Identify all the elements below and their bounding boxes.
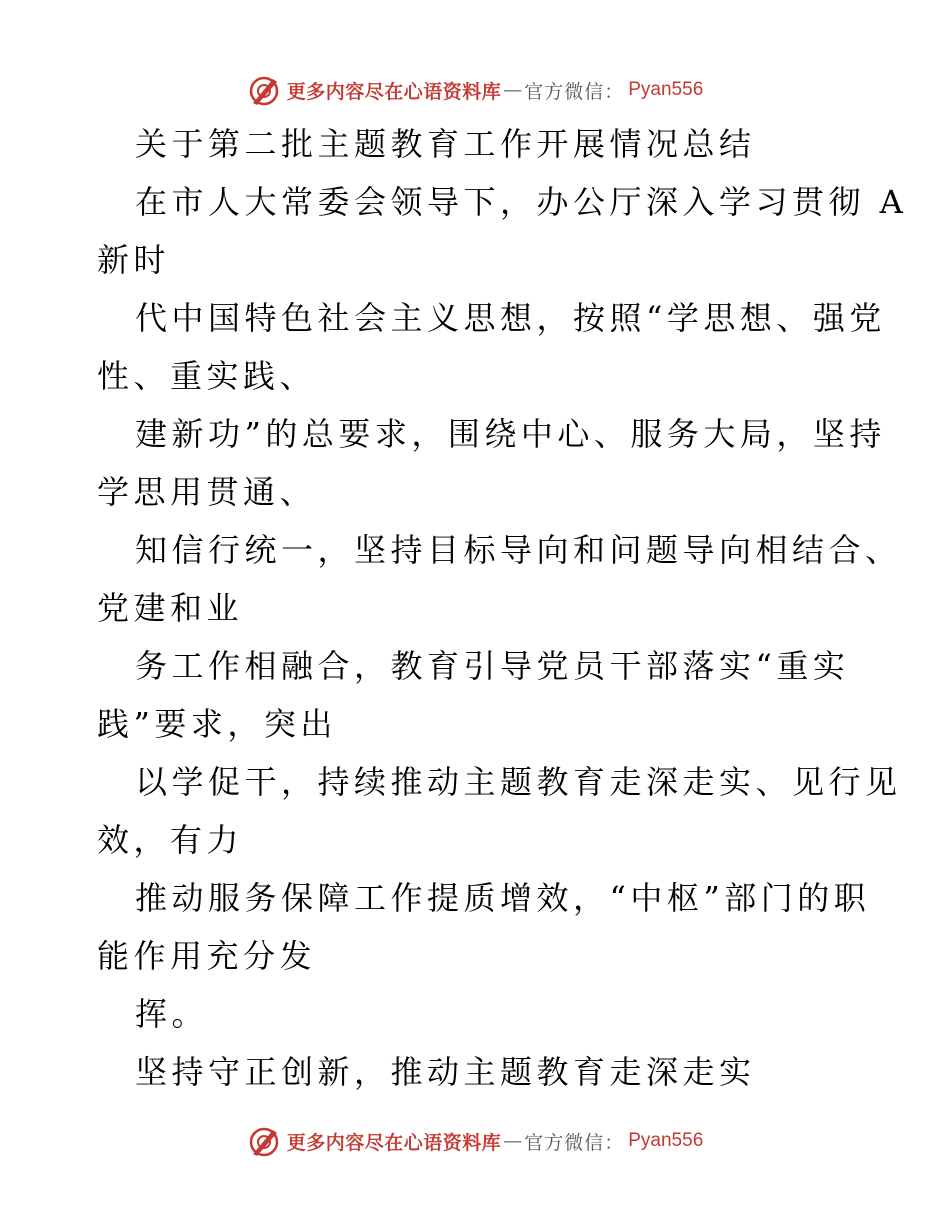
watermark-label: 官方微信：: [524, 80, 625, 103]
document-line: 知信行统一，坚持目标导向和问题导向相结合、: [135, 531, 902, 569]
document-line: 新时: [97, 241, 171, 279]
document-line: 以学促干，持续推动主题教育走深走实、见行见: [135, 763, 902, 801]
document-line: 践”要求，突出: [97, 705, 337, 743]
document-body: [97, 115, 908, 1101]
document-line: 坚持守正创新，推动主题教育走深走实: [135, 1053, 756, 1091]
document-line: 关于第二批主题教育工作开展情况总结: [135, 125, 756, 163]
document-line: 效，有力: [97, 821, 244, 859]
document-line: 性、重实践、: [97, 357, 317, 395]
document-line: 党建和业: [97, 589, 244, 627]
document-line: 能作用充分发: [97, 937, 317, 975]
document-line: 务工作相融合，教育引导党员干部落实“重实: [135, 647, 850, 685]
pen-logo-icon: [247, 73, 281, 107]
watermark-separator: —: [503, 1130, 523, 1152]
document-line: 代中国特色社会主义思想，按照“学思想、强党: [135, 299, 886, 337]
watermark-brand: 更多内容尽在心语资料库: [286, 1131, 502, 1154]
document-line: 在市人大常委会领导下，办公厅深入学习贯彻 A: [135, 183, 908, 221]
watermark-banner-bottom: [0, 1121, 950, 1161]
document-line: 学思用贯通、: [97, 473, 317, 511]
watermark-label: 官方微信：: [524, 1131, 625, 1154]
watermark-brand: 更多内容尽在心语资料库: [286, 80, 502, 103]
watermark-separator: —: [503, 79, 523, 101]
watermark-account: Pyan556: [628, 79, 704, 100]
document-line: 推动服务保障工作提质增效，“中枢”部门的职: [135, 879, 871, 917]
document-line: 建新功”的总要求，围绕中心、服务大局，坚持: [135, 415, 886, 453]
pen-logo-icon: [247, 1124, 281, 1158]
document-line: 挥。: [135, 995, 209, 1033]
watermark-banner-top: [0, 70, 950, 110]
watermark-account: Pyan556: [628, 1130, 704, 1151]
